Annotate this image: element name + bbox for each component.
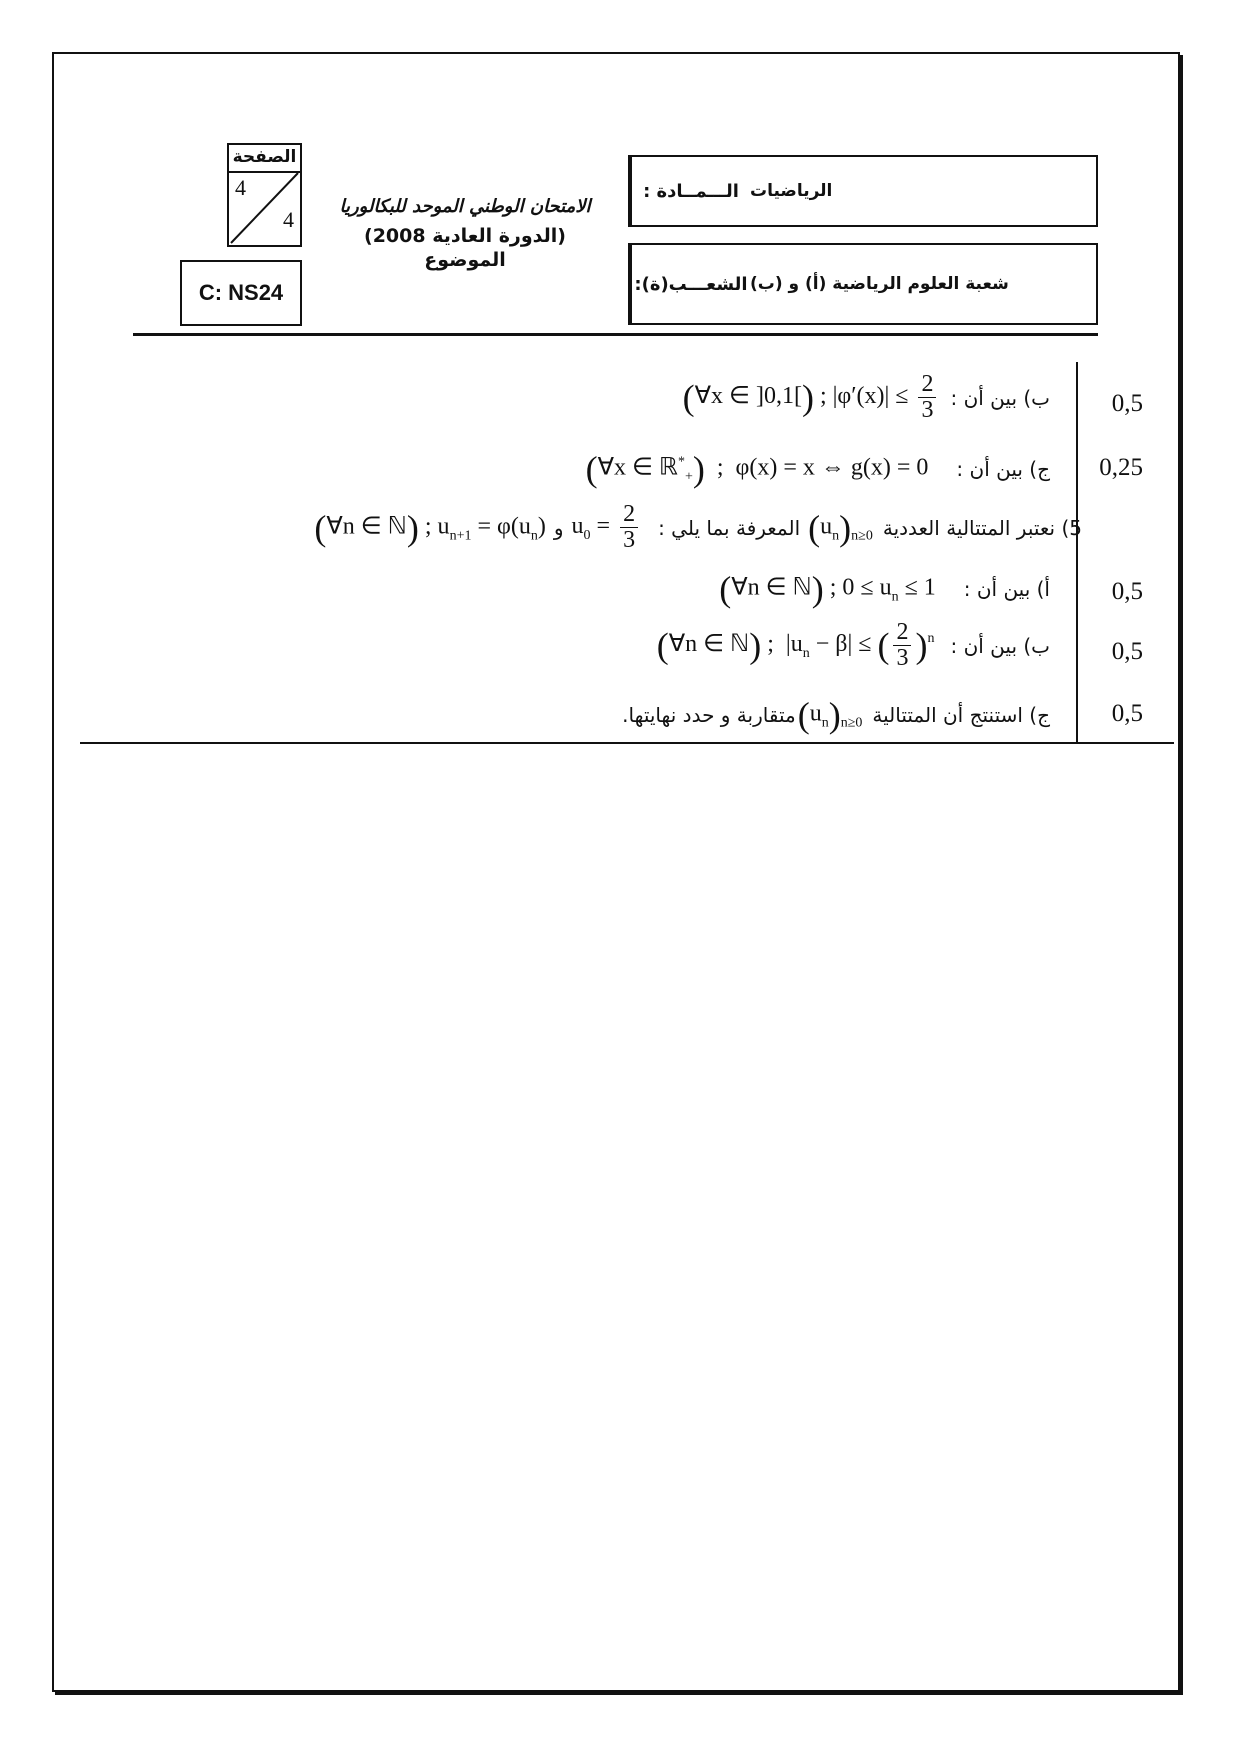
score-5c: 0,5: [1111, 700, 1143, 727]
page-number-box: [227, 143, 302, 247]
header-rule: [133, 333, 1098, 336]
question-label: أ) بين أن :: [963, 577, 1050, 601]
question-4c: [586, 448, 1050, 490]
score-4c: 0,25: [1099, 454, 1143, 481]
page-current: 4: [235, 175, 246, 200]
exam-title-block: [320, 196, 610, 271]
question-label-2: متقاربة و حدد نهايتها.: [622, 703, 796, 727]
section-end-rule: [80, 742, 1174, 744]
branch-value: شعبة العلوم الرياضية (أ) و (ب): [750, 274, 1009, 294]
score-5b: 0,5: [1111, 638, 1143, 665]
exam-code: C: NS24: [180, 260, 302, 326]
subject-value: الرياضيات: [750, 181, 833, 201]
branch-key: الشعـــب(ة):: [630, 245, 750, 323]
page-total: 4: [283, 207, 294, 232]
question-5b: [657, 620, 1050, 671]
question-formula: (∀n ∈ ℕ) ; $|u_n - \beta|$ ≤ ( $\frac{2}{3}$ )$^n$: [656, 619, 935, 672]
question-5c: [612, 694, 1050, 736]
subject-key: الـــمــادة :: [630, 157, 750, 225]
question-label: ب) بين أن :: [950, 633, 1050, 658]
question-label: 5) نعتبر المتتالية العددية: [882, 515, 1082, 540]
question-formula: (∀n ∈ ℕ) ; $0 \le u_n \le 1$: [719, 569, 954, 609]
exam-session: (الدورة العادية 2008): [364, 225, 566, 247]
question-formula: (∀x ∈ ]0,1[) ; |φ′(x)| ≤ $\frac{2}{3}$: [683, 372, 941, 423]
question-label: ب) بين أن :: [950, 385, 1050, 410]
score-4b: 0,5: [1111, 390, 1143, 417]
page-label: الصفحة: [229, 145, 300, 173]
recurrence: (∀n ∈ ℕ) ; $u_{n+1} = \varphi(u_n)$: [314, 507, 546, 548]
exam-title: الامتحان الوطني الموحد للبكالوريا: [339, 196, 591, 217]
conjunction: و: [553, 515, 564, 540]
sequence-name: $(u_n)_{n\ge 0}$: [808, 507, 873, 548]
sequence-name: $(u_n)_{n\ge 0}$: [797, 695, 863, 735]
score-5a: 0,5: [1111, 578, 1143, 605]
question-5a: [719, 568, 1050, 610]
subject-box: [628, 155, 1098, 227]
subject-heading: الموضوع: [424, 249, 506, 271]
question-label: ج) استنتج أن المتتالية: [872, 703, 1050, 727]
branch-box: [628, 243, 1098, 325]
question-label-2: المعرفة بما يلي :: [658, 515, 801, 540]
question-5-statement: [314, 502, 1082, 553]
question-4b: [683, 372, 1050, 423]
initial-term: $u_0$ = $\frac{2}{3}$: [572, 502, 643, 553]
question-formula: (∀x ∈ ℝ*$_+$) ; φ(x) = x ⇔ g(x) = 0: [585, 449, 947, 489]
question-label: ج) بين أن :: [956, 457, 1050, 481]
